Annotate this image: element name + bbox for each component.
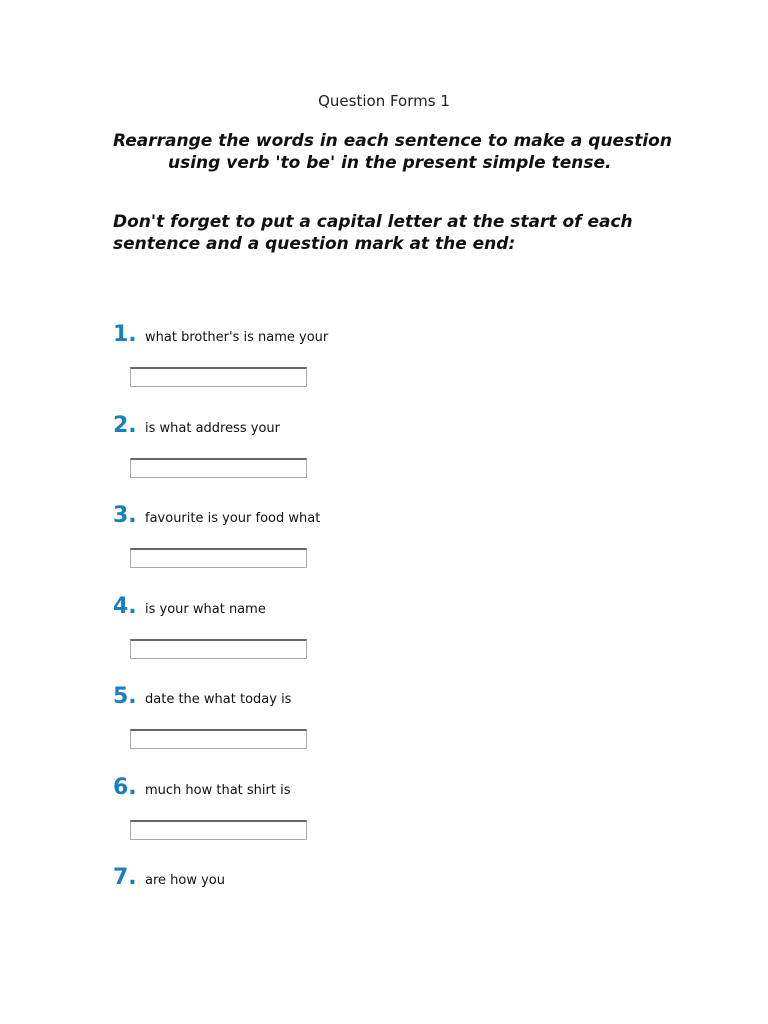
question-number: 5. (113, 684, 137, 709)
question-text: favourite is your food what (145, 511, 321, 526)
question-text: what brother's is name your (145, 330, 329, 345)
answer-field-2[interactable] (130, 458, 307, 478)
question-number: 6. (113, 775, 137, 800)
question-number: 1. (113, 322, 137, 347)
answer-field-5[interactable] (130, 729, 307, 749)
page-title: Question Forms 1 (318, 92, 450, 110)
question-text: is what address your (145, 421, 281, 436)
instruction-rearrange: Rearrange the words in each sentence to make a question using verb 'to be' in the present simple tense. (113, 131, 672, 173)
answer-field-4[interactable] (130, 639, 307, 659)
question-text: much how that shirt is (145, 783, 291, 798)
question-text: are how you (145, 873, 225, 888)
answer-field-3[interactable] (130, 548, 307, 568)
question-number: 2. (113, 413, 137, 438)
instruction-punctuation: Don't forget to put a capital letter at the start of each sentence and a question mark at the end: (113, 212, 633, 254)
question-text: date the what today is (145, 692, 292, 707)
answer-field-6[interactable] (130, 820, 307, 840)
question-text: is your what name (145, 602, 266, 617)
question-number: 7. (113, 865, 137, 890)
answer-field-1[interactable] (130, 367, 307, 387)
question-number: 4. (113, 594, 137, 619)
question-number: 3. (113, 503, 137, 528)
